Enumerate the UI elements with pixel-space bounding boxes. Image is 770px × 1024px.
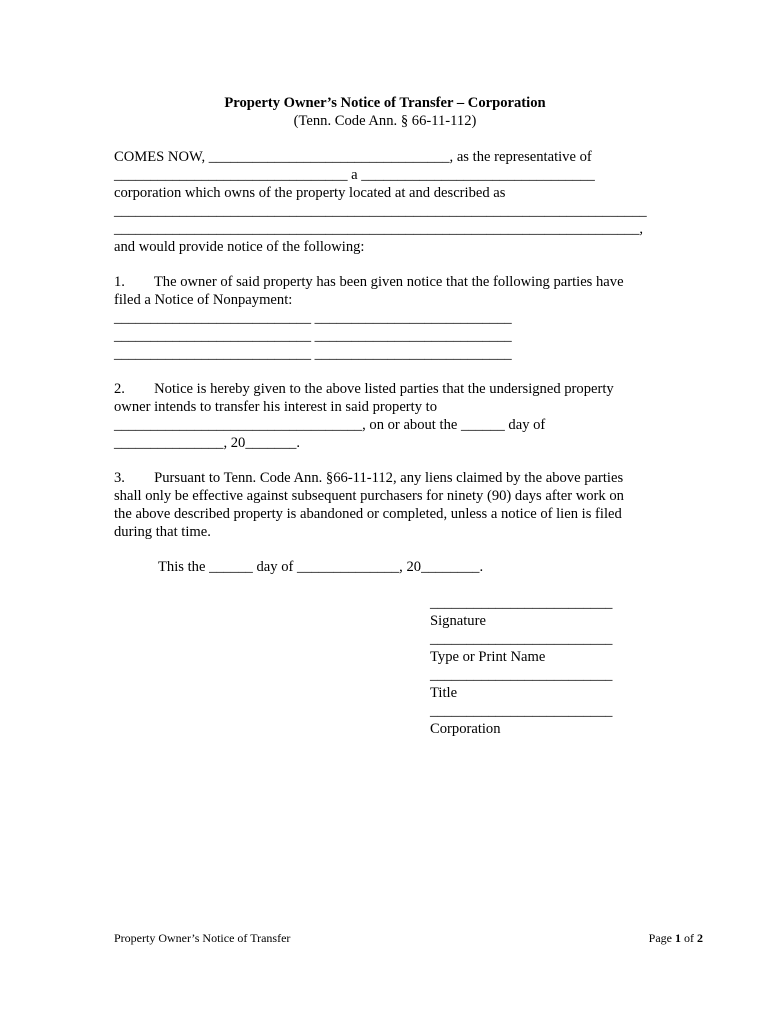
document-citation: (Tenn. Code Ann. § 66-11-112)	[293, 113, 477, 129]
para1-line-2: filed a Notice of Nonpayment:	[114, 292, 293, 308]
footer-document-name: Property Owner’s Notice of Transfer	[114, 931, 291, 945]
page-current: 1	[675, 931, 681, 945]
name-rule: _________________________	[430, 631, 613, 647]
intro-line-2: ________________________________ a ________________________________	[114, 167, 595, 183]
footer-page-number	[649, 931, 703, 945]
page-total: 2	[697, 931, 703, 945]
signature-label: Signature	[430, 613, 486, 629]
intro-line-3: corporation which owns of the property located at and described as	[114, 185, 506, 201]
intro-line-6: and would provide notice of the following:	[114, 239, 365, 255]
para3-line-2: shall only be effective against subsequent purchasers for ninety (90) days after work on	[114, 488, 624, 504]
party-blank-row: ___________________________ ___________________________	[114, 346, 512, 362]
para1-line-1: 1. The owner of said property has been given notice that the following parties have	[114, 274, 624, 290]
party-blank-row: ___________________________ ___________________________	[114, 328, 512, 344]
intro-line-4: _________________________________________________________________________	[114, 203, 647, 219]
corporation-rule: _________________________	[430, 703, 613, 719]
title-label: Title	[430, 685, 458, 701]
para3-line-4: during that time.	[114, 524, 211, 540]
title-rule: _________________________	[430, 667, 613, 683]
para2-line-4: _______________, 20_______.	[114, 435, 301, 451]
document-title: Property Owner’s Notice of Transfer – Corporation	[224, 95, 546, 111]
para3-line-1: 3. Pursuant to Tenn. Code Ann. §66-11-112, any liens claimed by the above parties	[114, 470, 624, 486]
para2-line-2: owner intends to transfer his interest in said property to	[114, 399, 438, 415]
page-prefix: Page	[648, 931, 675, 945]
dated-line: This the ______ day of ______________, 20________.	[158, 559, 484, 575]
intro-line-5: ________________________________________________________________________,	[114, 221, 644, 237]
page-of: of	[681, 931, 697, 945]
intro-line-1: COMES NOW, _________________________________, as the representative of	[114, 149, 592, 165]
name-label: Type or Print Name	[430, 649, 546, 665]
corporation-label: Corporation	[430, 721, 501, 737]
para3-line-3: the above described property is abandoned or completed, unless a notice of lien is filed	[114, 506, 622, 522]
para2-line-3: __________________________________, on or about the ______ day of	[114, 417, 546, 433]
signature-rule: _________________________	[430, 595, 613, 611]
party-blank-row: ___________________________ ___________________________	[114, 310, 512, 326]
para2-line-1: 2. Notice is hereby given to the above listed parties that the undersigned property	[114, 381, 614, 397]
